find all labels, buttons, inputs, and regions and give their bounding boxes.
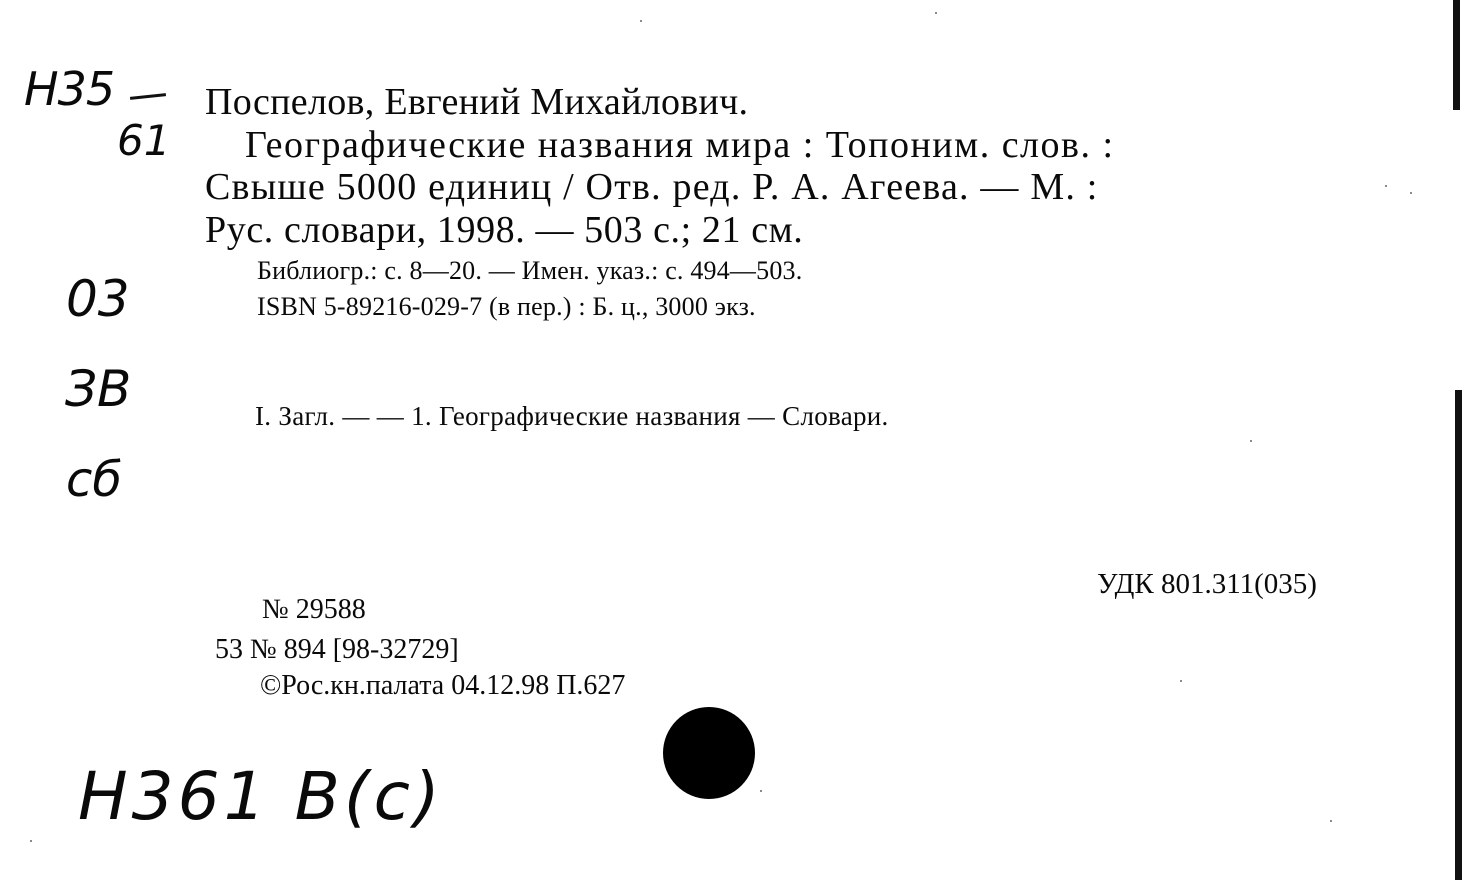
author-heading: Поспелов, Евгений Михайлович. [205, 81, 749, 123]
record-number: 53 № 894 [98-32729] [215, 634, 459, 665]
handwritten-dash [130, 93, 166, 100]
handwritten-mark-zv: ЗВ [65, 360, 132, 418]
scan-speck [30, 840, 32, 842]
handwritten-call-number: Н35 [24, 62, 115, 116]
copyright-line: ©Рос.кн.палата 04.12.98 П.627 [260, 670, 626, 701]
title-line: Свыше 5000 единиц / Отв. ред. Р. А. Агеева. — М. : [205, 166, 1099, 208]
isbn-note: ISBN 5-89216-029-7 (в пер.) : Б. ц., 3000 экз. [257, 292, 756, 321]
card-edge-shadow [1453, 0, 1460, 110]
scan-speck [1330, 820, 1332, 822]
scan-speck [1250, 440, 1252, 442]
scan-speck [935, 12, 937, 14]
scan-speck [1180, 680, 1182, 682]
punch-hole [663, 707, 755, 799]
card-edge-shadow [1455, 390, 1462, 880]
scan-speck [1410, 192, 1412, 194]
subject-tracings: I. Загл. — — 1. Географические названия — Словари. [255, 401, 889, 431]
scan-speck [1385, 185, 1387, 187]
handwritten-mark-sb: сб [66, 452, 122, 508]
handwritten-shelf-mark: Н361 В(с) [78, 758, 444, 835]
scan-speck [760, 790, 762, 792]
udc-classification: УДК 801.311(035) [1097, 568, 1317, 600]
bibliography-note: Библиогр.: с. 8—20. — Имен. указ.: с. 494—503. [257, 256, 803, 285]
handwritten-call-fraction: 61 [117, 116, 171, 165]
title-line: Географические названия мира : Топоним. слов. : [245, 124, 1115, 166]
scan-speck [640, 20, 642, 22]
imprint-line: Рус. словари, 1998. — 503 с.; 21 см. [205, 209, 804, 251]
record-number: № 29588 [262, 594, 366, 625]
handwritten-mark-03: 03 [66, 270, 130, 328]
